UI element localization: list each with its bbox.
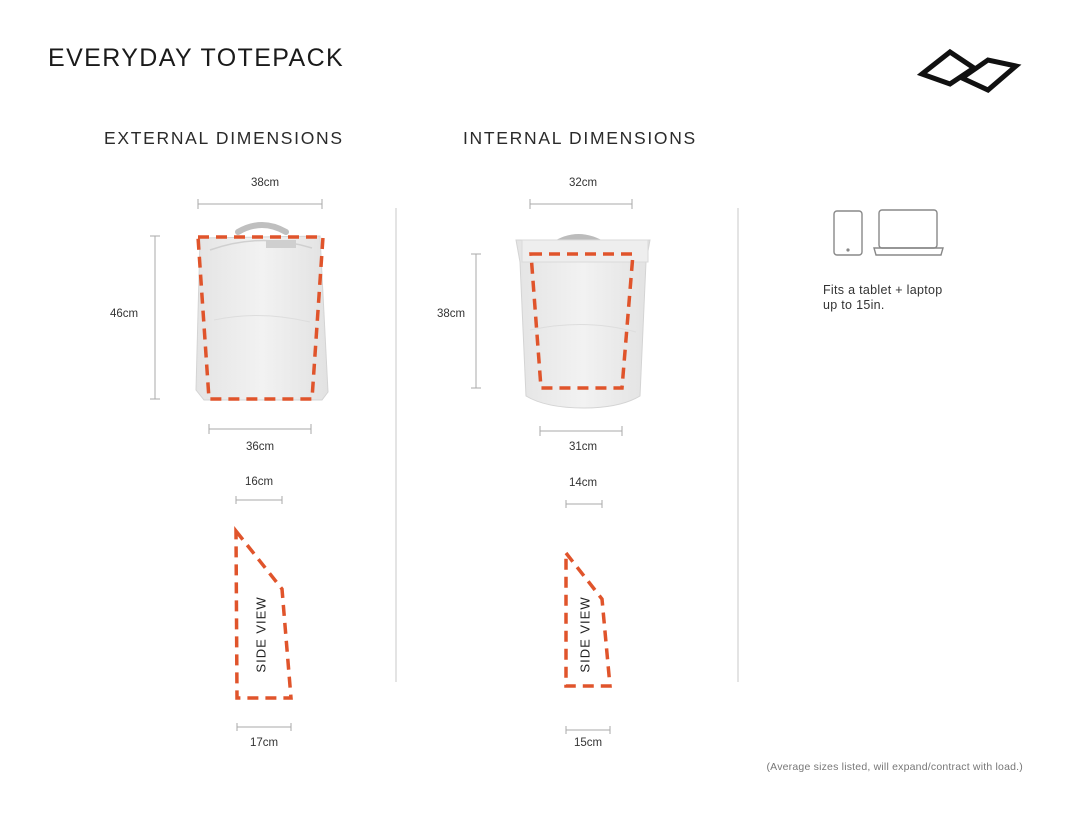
external-width-top-line — [198, 199, 322, 209]
fit-note — [823, 283, 943, 313]
internal-height-line — [471, 254, 481, 388]
tablet-icon — [834, 211, 862, 255]
external-side-top-line — [236, 496, 282, 504]
page-title: EVERYDAY TOTEPACK — [48, 44, 345, 72]
internal-side-top-label: 14cm — [568, 477, 598, 489]
internal-width-top-line — [530, 199, 632, 209]
laptop-icon — [874, 210, 943, 255]
external-width-top-label: 38cm — [250, 177, 280, 189]
external-width-bottom-label: 36cm — [245, 441, 275, 453]
internal-width-bottom-line — [540, 426, 622, 436]
internal-side-top-line — [566, 500, 602, 508]
external-side-bottom-line — [237, 723, 291, 731]
external-side-top-label: 16cm — [244, 476, 274, 488]
external-dimensions-heading: EXTERNAL DIMENSIONS — [104, 128, 344, 148]
internal-height-label: 38cm — [436, 308, 466, 320]
fit-note-line2: up to 15in. — [823, 298, 885, 312]
fit-note-line1: Fits a tablet + laptop — [823, 283, 943, 297]
external-height-label: 46cm — [109, 308, 139, 320]
external-side-view-label: SIDE VIEW — [253, 596, 269, 673]
internal-side-bottom-label: 15cm — [573, 737, 603, 749]
internal-width-bottom-label: 31cm — [568, 441, 598, 453]
external-side-bottom-label: 17cm — [249, 737, 279, 749]
internal-width-top-label: 32cm — [568, 177, 598, 189]
footer-note: (Average sizes listed, will expand/contract with load.) — [766, 761, 1023, 773]
external-width-bottom-line — [209, 424, 311, 434]
internal-side-view-label: SIDE VIEW — [577, 596, 593, 673]
internal-side-bottom-line — [566, 726, 610, 734]
internal-dimensions-heading: INTERNAL DIMENSIONS — [463, 128, 697, 148]
external-bag-image — [196, 225, 328, 400]
